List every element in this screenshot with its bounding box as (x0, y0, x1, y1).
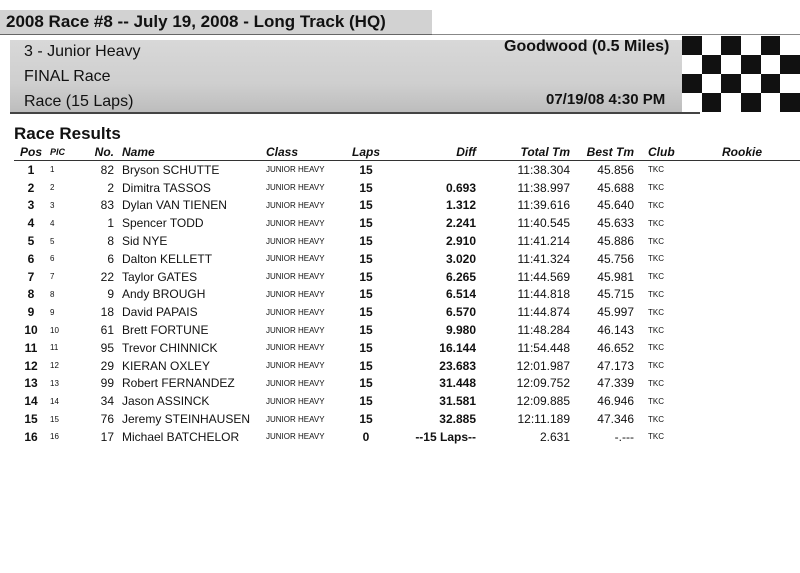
cell-name: David PAPAIS (122, 305, 198, 320)
cell-name: Sid NYE (122, 234, 168, 249)
cell-diff: 16.144 (439, 340, 476, 355)
cell-pic: 15 (50, 414, 59, 424)
cell-club: TKC (648, 307, 664, 317)
cell-best: -.--- (614, 429, 634, 444)
cell-best: 46.946 (597, 394, 634, 409)
cell-laps: 15 (359, 269, 373, 284)
cell-pos: 5 (27, 234, 35, 249)
cell-no: 9 (107, 287, 114, 302)
cell-rookie (722, 161, 800, 179)
cell-class: JUNIOR HEAVY (266, 218, 325, 228)
table-row (14, 357, 800, 375)
cell-best: 47.346 (597, 412, 634, 427)
cell-class: JUNIOR HEAVY (266, 432, 325, 442)
cell-best: 45.886 (597, 234, 634, 249)
cell-pic: 10 (50, 325, 59, 335)
col-header-best: Best Tm (570, 144, 634, 161)
cell-class: JUNIOR HEAVY (266, 236, 325, 246)
table-row (14, 410, 800, 428)
cell-name: Dimitra TASSOS (122, 180, 211, 195)
cell-diff (390, 161, 480, 179)
col-header-no: No. (82, 144, 122, 161)
table-row (14, 339, 800, 357)
table-row (14, 197, 800, 215)
col-header-total: Total Tm (480, 144, 570, 161)
cell-pic: 14 (50, 396, 59, 406)
cell-pos: 12 (24, 358, 38, 373)
table-row (14, 161, 800, 179)
report-title: 2008 Race #8 -- July 19, 2008 - Long Track (HQ) (6, 12, 386, 31)
cell-rookie (722, 321, 800, 339)
cell-class: JUNIOR HEAVY (266, 396, 325, 406)
table-row (14, 250, 800, 268)
results-table (14, 144, 800, 446)
col-header-laps: Laps (342, 144, 390, 161)
cell-name: KIERAN OXLEY (122, 358, 211, 373)
cell-best: 46.652 (597, 340, 634, 355)
table-row (14, 303, 800, 321)
cell-name: Trevor CHINNICK (122, 340, 218, 355)
cell-class: JUNIOR HEAVY (266, 325, 325, 335)
cell-diff: 31.448 (439, 376, 476, 391)
cell-total: 11:38.997 (517, 180, 570, 195)
cell-laps: 15 (359, 323, 373, 338)
cell-name: Andy BROUGH (122, 287, 206, 302)
col-header-club: Club (634, 144, 722, 161)
cell-club: TKC (648, 432, 664, 442)
cell-rookie (722, 375, 800, 393)
cell-laps: 15 (359, 162, 373, 177)
cell-club: TKC (648, 165, 664, 175)
cell-pos: 11 (24, 340, 38, 355)
cell-diff: 32.885 (439, 412, 476, 427)
cell-diff: 6.265 (445, 269, 476, 284)
cell-rookie (722, 303, 800, 321)
cell-class: JUNIOR HEAVY (266, 183, 325, 193)
cell-total: 11:39.616 (517, 198, 570, 213)
cell-class: JUNIOR HEAVY (266, 254, 325, 264)
cell-pos: 14 (24, 394, 38, 409)
cell-pos: 2 (27, 180, 35, 195)
cell-club: TKC (648, 200, 664, 210)
cell-pos: 6 (27, 251, 35, 266)
cell-class: JUNIOR HEAVY (266, 361, 325, 371)
cell-pic: 2 (50, 183, 55, 193)
cell-laps: 15 (359, 180, 373, 195)
cell-pic: 9 (50, 307, 55, 317)
cell-name: Bryson SCHUTTE (122, 162, 220, 177)
table-row (14, 214, 800, 232)
cell-club: TKC (648, 414, 664, 424)
cell-laps: 15 (359, 251, 373, 266)
cell-total: 12:11.189 (517, 412, 570, 427)
cell-class: JUNIOR HEAVY (266, 289, 325, 299)
cell-rookie (722, 339, 800, 357)
cell-club: TKC (648, 378, 664, 388)
col-header-class: Class (266, 144, 342, 161)
track-name: Goodwood (0.5 Miles) (504, 38, 670, 55)
cell-club: TKC (648, 218, 664, 228)
cell-name: Spencer TODD (122, 216, 204, 231)
cell-laps: 15 (359, 412, 373, 427)
cell-diff: 2.910 (445, 234, 476, 249)
cell-diff: 0.693 (445, 180, 476, 195)
cell-name: Robert FERNANDEZ (122, 376, 235, 391)
cell-pic: 1 (50, 165, 55, 175)
cell-club: TKC (648, 272, 664, 282)
cell-best: 45.756 (597, 251, 634, 266)
cell-rookie (722, 428, 800, 446)
cell-pos: 4 (27, 216, 35, 231)
race-class: 3 - Junior Heavy (24, 43, 141, 60)
col-header-name: Name (122, 144, 266, 161)
cell-name: Dalton KELLETT (122, 251, 213, 266)
col-header-diff: Diff (390, 144, 480, 161)
cell-total: 11:48.284 (517, 323, 570, 338)
cell-pos: 10 (24, 323, 38, 338)
cell-no: 83 (100, 198, 114, 213)
cell-no: 95 (100, 340, 114, 355)
cell-laps: 15 (359, 198, 373, 213)
cell-pos: 16 (24, 429, 38, 444)
cell-no: 34 (100, 394, 114, 409)
cell-club: TKC (648, 396, 664, 406)
cell-name: Taylor GATES (122, 269, 198, 284)
cell-rookie (722, 250, 800, 268)
cell-class: JUNIOR HEAVY (266, 272, 325, 282)
cell-no: 6 (107, 251, 114, 266)
cell-total: 11:54.448 (517, 340, 570, 355)
cell-club: TKC (648, 254, 664, 264)
cell-pos: 9 (27, 305, 35, 320)
col-header-pos: Pos (14, 144, 48, 161)
cell-rookie (722, 197, 800, 215)
title-rule (432, 34, 800, 35)
race-datetime: 07/19/08 4:30 PM (546, 91, 666, 108)
cell-rookie (722, 410, 800, 428)
cell-best: 45.688 (597, 180, 634, 195)
cell-no: 2 (107, 180, 114, 195)
cell-rookie (722, 232, 800, 250)
cell-club: TKC (648, 361, 664, 371)
table-row (14, 375, 800, 393)
race-type: FINAL Race (24, 68, 111, 85)
cell-club: TKC (648, 343, 664, 353)
cell-rookie (722, 392, 800, 410)
cell-club: TKC (648, 236, 664, 246)
cell-class: JUNIOR HEAVY (266, 165, 325, 175)
table-row (14, 232, 800, 250)
cell-diff: 9.980 (445, 323, 476, 338)
cell-pic: 13 (50, 378, 59, 388)
cell-total: 11:44.818 (517, 287, 570, 302)
cell-class: JUNIOR HEAVY (266, 200, 325, 210)
cell-best: 45.981 (597, 269, 634, 284)
cell-name: Michael BATCHELOR (122, 429, 240, 444)
cell-pic: 4 (50, 218, 55, 228)
cell-total: 11:40.545 (517, 216, 570, 231)
cell-best: 47.339 (597, 376, 634, 391)
cell-pic: 11 (50, 343, 59, 353)
cell-pic: 7 (50, 272, 55, 282)
cell-class: JUNIOR HEAVY (266, 343, 325, 353)
cell-total: 11:38.304 (517, 162, 570, 177)
cell-name: Jeremy STEINHAUSEN (122, 412, 251, 427)
report-title-bar (0, 10, 432, 35)
cell-best: 47.173 (597, 358, 634, 373)
cell-club: TKC (648, 325, 664, 335)
cell-best: 45.997 (597, 305, 634, 320)
results-title: Race Results (14, 124, 121, 143)
cell-diff: 31.581 (439, 394, 476, 409)
cell-pos: 13 (24, 376, 38, 391)
cell-best: 45.633 (597, 216, 634, 231)
cell-best: 45.715 (597, 287, 634, 302)
cell-laps: 15 (359, 376, 373, 391)
cell-rookie (722, 286, 800, 304)
cell-laps: 15 (359, 287, 373, 302)
cell-best: 45.856 (597, 162, 634, 177)
cell-diff: 1.312 (445, 198, 476, 213)
cell-rookie (722, 357, 800, 375)
cell-best: 45.640 (597, 198, 634, 213)
cell-pic: 8 (50, 289, 55, 299)
cell-pic: 3 (50, 200, 55, 210)
cell-pic: 5 (50, 236, 55, 246)
cell-total: 12:09.752 (516, 376, 570, 391)
cell-no: 8 (107, 234, 114, 249)
table-row (14, 428, 800, 446)
cell-pic: 6 (50, 254, 55, 264)
cell-laps: 15 (359, 358, 373, 373)
cell-no: 1 (107, 216, 114, 231)
cell-class: JUNIOR HEAVY (266, 378, 325, 388)
cell-laps: 15 (359, 234, 373, 249)
cell-name: Jason ASSINCK (122, 394, 210, 409)
table-row (14, 268, 800, 286)
cell-class: JUNIOR HEAVY (266, 414, 325, 424)
cell-class: JUNIOR HEAVY (266, 307, 325, 317)
cell-total: 11:44.569 (517, 269, 570, 284)
cell-no: 29 (100, 358, 114, 373)
race-header-box (10, 40, 700, 114)
cell-pos: 3 (27, 198, 35, 213)
cell-no: 99 (100, 376, 114, 391)
cell-rookie (722, 214, 800, 232)
cell-pic: 16 (50, 432, 59, 442)
results-header-row (14, 144, 800, 161)
cell-diff: 6.514 (445, 287, 476, 302)
table-row (14, 179, 800, 197)
cell-club: TKC (648, 289, 664, 299)
cell-no: 61 (100, 323, 114, 338)
table-row (14, 392, 800, 410)
cell-laps: 15 (359, 305, 373, 320)
cell-rookie (722, 179, 800, 197)
checkered-flag-graphic (682, 36, 800, 112)
cell-laps: 15 (359, 340, 373, 355)
cell-name: Brett FORTUNE (122, 323, 209, 338)
cell-total: 11:41.214 (517, 234, 570, 249)
cell-pos: 15 (24, 412, 38, 427)
cell-total: 12:01.987 (516, 358, 570, 373)
cell-laps: 15 (359, 216, 373, 231)
cell-diff: 6.570 (445, 305, 476, 320)
cell-pos: 1 (27, 162, 35, 177)
cell-pic: 12 (50, 361, 59, 371)
cell-club: TKC (648, 183, 664, 193)
cell-laps: 15 (359, 394, 373, 409)
col-header-rookie: Rookie (722, 144, 800, 161)
table-row (14, 286, 800, 304)
cell-no: 17 (100, 429, 114, 444)
race-laps: Race (15 Laps) (24, 93, 134, 110)
cell-diff: 23.683 (439, 358, 476, 373)
table-row (14, 321, 800, 339)
cell-total: 11:44.874 (517, 305, 570, 320)
cell-diff: 2.241 (445, 216, 476, 231)
cell-diff: 3.020 (445, 251, 476, 266)
cell-no: 76 (100, 412, 114, 427)
cell-total: 2.631 (539, 429, 570, 444)
cell-best: 46.143 (597, 323, 634, 338)
cell-diff: --15 Laps-- (415, 429, 476, 444)
cell-rookie (722, 268, 800, 286)
cell-pos: 7 (27, 269, 35, 284)
cell-pos: 8 (27, 287, 35, 302)
cell-no: 82 (100, 162, 114, 177)
cell-name: Dylan VAN TIENEN (122, 198, 227, 213)
cell-laps: 0 (362, 429, 370, 444)
cell-no: 18 (100, 305, 114, 320)
cell-total: 12:09.885 (516, 394, 570, 409)
cell-no: 22 (100, 269, 114, 284)
col-header-pic: PIC (48, 144, 82, 161)
cell-total: 11:41.324 (517, 251, 570, 266)
results-body (14, 161, 800, 446)
